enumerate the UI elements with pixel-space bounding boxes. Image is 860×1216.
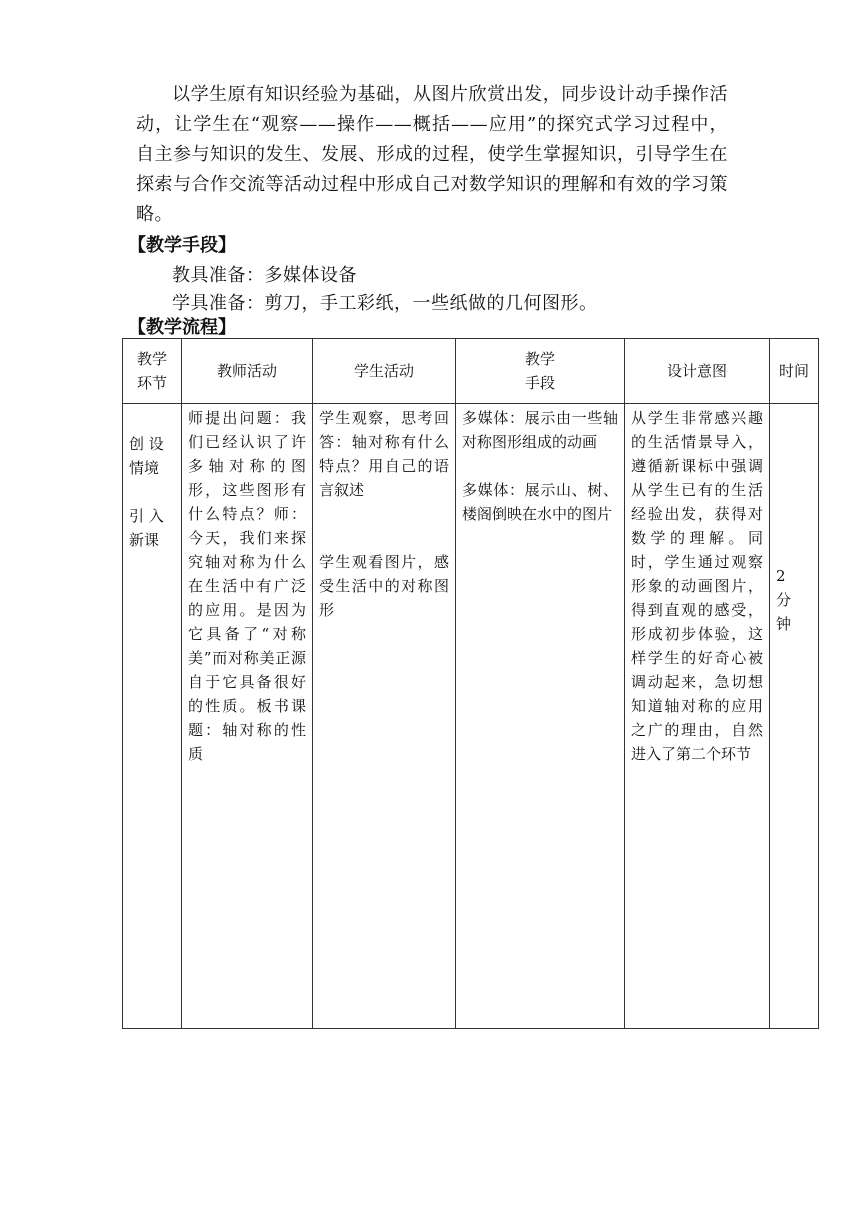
cell-teaching-means: 多媒体：展示由一些轴对称图形组成的动画 多媒体：展示山、树、楼阁倒映在水中的图片 [456,404,625,1029]
table-header-row [123,339,819,404]
intro-paragraph [136,80,728,230]
header-teaching-means: 教学 手段 [456,339,625,404]
section-heading-means: 【教学手段】 [128,235,236,256]
header-time: 时间 [770,339,819,404]
header-student-activity: 学生活动 [313,339,456,404]
header-teacher-activity: 教师活动 [182,339,313,404]
table-row [123,404,819,1029]
cell-time: 2 分 钟 [770,404,819,1029]
cell-teacher-activity: 师提出问题：我们已经认识了许多轴对称的图形，这些图形有什么特点？师：今天，我们来探究轴对称为什么在生活中有广泛的应用。是因为它具备了“对称美”而对称美正源自于它具备很好的性质。板书课题：轴对称的性质 [182,404,313,1029]
teacher-tools-line: 教具准备：多媒体设备 [172,265,357,286]
section-heading-flow: 【教学流程】 [128,317,236,338]
student-tools-line: 学具准备：剪刀，手工彩纸，一些纸做的几何图形。 [172,293,598,314]
intro-paragraph-text: 以学生原有知识经验为基础，从图片欣赏出发，同步设计动手操作活动，让学生在“观察——操作——概括——应用”的探究式学习过程中，自主参与知识的发生、发展、形成的过程，使学生掌握知识，引导学生在探索与合作交流等活动过程中形成自己对数学知识的理解和有效的学习策略。 [136,84,728,225]
header-stage: 教学 环节 [123,339,182,404]
teaching-flow-table [122,338,819,1029]
header-design-intent: 设计意图 [625,339,770,404]
cell-stage: 创 设 情境 引 入 新课 [123,404,182,1029]
cell-design-intent: 从学生非常感兴趣的生活情景导入，遵循新课标中强调从学生已有的生活经验出发，获得对数学的理解。同时，学生通过观察形象的动画图片，得到直观的感受，形成初步体验，这样学生的好奇心被调动起来，急切想知道轴对称的应用之广的理由，自然进入了第二个环节 [625,404,770,1029]
cell-student-activity: 学生观察，思考回答：轴对称有什么特点？用自己的语言叙述 学生观看图片，感受生活中的对称图形 [313,404,456,1029]
